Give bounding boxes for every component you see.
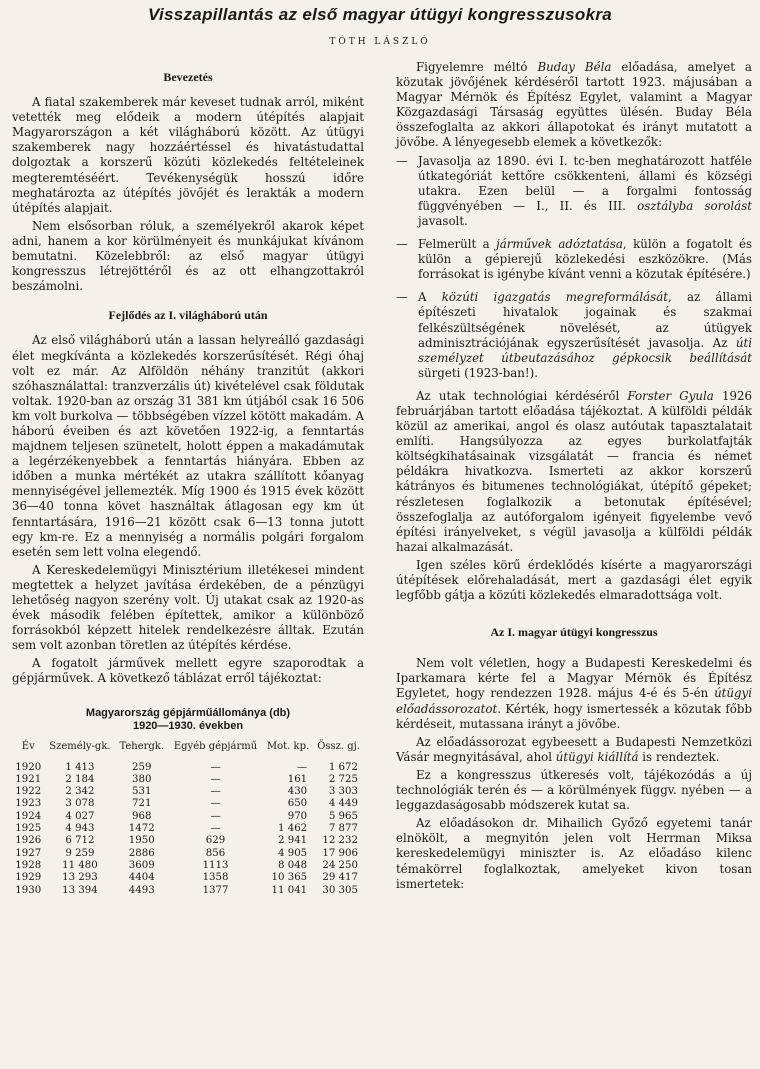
table-cell: 970	[287, 810, 308, 822]
table-cell: 4493	[128, 884, 155, 896]
table-cell: —	[210, 773, 221, 785]
table-header-cell: Egyéb gépjármű	[173, 740, 258, 752]
table-cell: 856	[205, 847, 226, 859]
table-cell: 13 293	[62, 872, 98, 884]
table-cell: 1 672	[328, 761, 358, 773]
paragraph: Igen széles körű érdeklődés kísérte a magyarországi útépítések előrehaladását, mert a gazdasági élet egyik legfőbb gátja a közúti közlekedés elmaradottsága volt.	[396, 557, 752, 603]
table-body	[12, 762, 364, 897]
table-cell: 531	[132, 786, 152, 798]
paragraph: A Kereskedelemügyi Minisztérium illetékesei mindent megtettek a helyzet javítása érdekében, de a pénzügyi lehetőség nagyon szerény volt. Új utakat csak az 1920-as évek második felében építettek, amikor a különböző forrásokból képzett hitelek rendelkezésre álltak. Ezután sem volt azonban töretlen az útépítés kérdése.	[12, 562, 364, 653]
table-cell: —	[210, 798, 221, 810]
table-row	[12, 835, 364, 847]
paragraph: Az utak technológiai kérdéséről Forster Gyula 1926 februárjában tartott előadása tájékoztat. A külföldi példák közül az amerikai, angol és olasz autóutak tapasztalatait említi. Hangsúlyozza az egyes burkolatfajták költségkihatásainak vizsgálatát — francia és német példákra hivatkozva. Ismerteti az akkor korszerű kátrányos és bitumenes technológiákat, útépítő gépeket; részletesen foglalkozik a betonutak építésével; összefoglalja az autóforgalom igényeit figyelembe vevő építési irányelveket, s végül javasolja a külföldi példák hazai alkalmazását.	[396, 388, 752, 554]
article-title: Visszapillantás az első magyar útügyi kongresszusokra	[147, 5, 613, 24]
table-cell: 1358	[202, 872, 229, 884]
table-cell: 9 259	[65, 847, 95, 859]
table-cell: 4 905	[278, 847, 308, 859]
table-row	[12, 823, 364, 835]
table-cell: 161	[287, 773, 308, 785]
table-row	[12, 872, 364, 884]
paragraph: Nem volt véletlen, hogy a Budapesti Kereskedelmi és Iparkamara kérte fel a Magyar Mérnök és Építész Egyletet, hogy rendezzen 1928. május 4-é és 5-én útügyi előadássorozatot. Kérték, hogy ismertessék a közutak főbb kérdéseit, mutassana irányt a jövőbe.	[396, 656, 752, 731]
section-heading-development: Fejlődés az I. világháború után	[108, 308, 268, 323]
proposal-list	[396, 154, 752, 381]
paragraph: Ez a kongresszus útkeresés volt, tájékozódás a új technológiák terén és — a körülmények függv. nyében — a leggazdaságosabb módszerek kutat sa.	[396, 767, 752, 813]
table-cell: 1926	[15, 835, 42, 847]
paragraph: Nem elsősorban róluk, a személyekről akarok képet adni, hanem a kor körülményeit és munkájukat kívánom bemutatni. Közelebbről: az első magyar útügyi kongresszus létrejöttéről és az ott elhangzottakról beszámolni.	[12, 218, 364, 294]
table-cell: 1922	[15, 786, 42, 798]
table-cell: 30 305	[322, 884, 358, 896]
table-cell: 1 462	[278, 823, 308, 835]
table-cell: 1472	[128, 823, 155, 835]
table-caption	[12, 707, 364, 733]
list-item: — A közúti igazgatás megreformálását, az állami építészeti hivatalok jogainak és szakmai felkészültségének növelését, az útügyek adminisztrációjának egyszerűsítését javasolja. Az úti személyzet útbeutazásához gépkocsik beállítását sürgeti (1923-ban!).	[396, 290, 752, 380]
table-cell: 650	[287, 798, 308, 810]
table-cell: 259	[132, 761, 152, 773]
table-cell: —	[210, 786, 221, 798]
paragraph: Figyelemre méltó Buday Béla előadása, amelyet a közutak jövőjének kérdéséről tartott 1923. májusában a Magyar Mérnök és Építész Egylet, valamint a Magyar Közgazdasági Társaság együttes ülésén. Buday Béla összefoglalta az akkori állapotokat és irányt mutatott a jövőbe. A lényegesebb elemek a következők:	[396, 60, 752, 150]
table-header-cell: Személy-gk.	[49, 740, 111, 752]
section-heading-intro: Bevezetés	[163, 70, 213, 84]
table-cell: 721	[132, 798, 152, 810]
table-header-cell: Tehergk.	[119, 740, 165, 752]
table-cell: 2 184	[65, 773, 95, 785]
vehicle-stock-table	[12, 741, 364, 897]
table-cell: 7 877	[328, 823, 358, 835]
table-cell: 3 078	[65, 798, 95, 810]
list-item: — Javasolja az 1890. évi I. tc-ben meghatározott hatféle útkategóriát kettőre csökkenteni, állami és községi utakra. Ezen belül — a forgalmi fontosság függvényében — I., II. és III. osztályba sorolást javasolt.	[396, 153, 752, 228]
table-header-cell: Év	[21, 740, 35, 752]
table-cell: 1927	[15, 847, 42, 859]
table-cell: 11 041	[271, 884, 308, 896]
table-cell: 1921	[15, 773, 42, 785]
table-cell: 968	[132, 810, 152, 822]
table-cell: 1950	[128, 835, 155, 847]
paragraph: A fiatal szakemberek már keveset tudnak arról, miként vetették meg elődeik a modern útépítés alapjait Magyarországon a két világháború között. Az útügyi szakemberek nagy hozzáértéssel és hivatástudattal dolgoztak a korszerű közúti közlekedés feltételeinek megteremtéséért. Tevékenységük hosszú időre meghatározta az útépítés jövőjét és lerakták a modern útépítés alapjait.	[12, 95, 364, 215]
table-cell: 10 365	[271, 872, 308, 884]
table-cell: 4 027	[65, 810, 95, 822]
table-cell: 24 250	[322, 859, 358, 871]
table-cell: 380	[132, 773, 152, 785]
table-cell: 2 725	[328, 773, 358, 785]
table-cell: 1113	[202, 859, 229, 871]
table-cell: 629	[205, 835, 226, 847]
table-header-cell: Össz. gj.	[317, 740, 360, 752]
table-cell: 1924	[15, 810, 42, 822]
table-cell: 4 943	[65, 823, 95, 835]
right-column	[396, 60, 752, 895]
table-header-row	[12, 741, 364, 762]
table-row	[12, 848, 364, 860]
table-cell: 1928	[15, 859, 42, 871]
table-title-line1: Magyarország gépjárműállománya (db)	[85, 706, 291, 719]
table-header-cell: Mot. kp.	[266, 740, 310, 752]
table-title-line2: 1920—1930. években	[132, 719, 244, 732]
table-cell: —	[210, 810, 221, 822]
table-row	[12, 885, 364, 897]
table-cell: 2886	[128, 847, 155, 859]
table-cell: 2 941	[278, 835, 308, 847]
table-cell: 5 965	[328, 810, 358, 822]
table-cell: 1 413	[65, 761, 95, 773]
table-cell: 4404	[128, 872, 155, 884]
table-cell: 13 394	[62, 884, 98, 896]
table-row	[12, 860, 364, 872]
table-cell: 2 342	[65, 786, 95, 798]
left-column	[12, 60, 364, 897]
table-cell: —	[296, 761, 308, 773]
list-item: — Felmerült a járművek adóztatása, külön a fogatolt és külön a gépierejű közlekedési eszközökre. (Más forrásokat is igénybe kívánt venni a közutak építésére.)	[396, 237, 752, 282]
paragraph: Az első világháború után a lassan helyreálló gazdasági élet megkívánta a közlekedés korszerűsítését. Régi óhaj volt ez már. Az Alföldön néhány tranzitút (akkori szóhasználattal: tranzverzális út) kivételével csak földutak voltak. 1920-ban az ország 31 381 km útjából csak 16 506 km volt burkolva — többségében vízzel kötött makadám. A háború éveiben és azt követően 1922-ig, a fenntartás majdnem teljesen szünetelt, holott éppen a makadámutak a legérzékenyebbek a fenntartás hiányára. Ebben az időben a munka mértékét az utakra szállított kőanyag mennyiségével jellemezték. Míg 1900 és 1915 évek között 36—40 tonna követ használtak átlagosan egy km út fenntartására, 1916—21 között csak 6—13 tonna jutott egy km-re. Ez a mennyiség a normális polgári forgalom esetén sem lett volna elegendő.	[12, 333, 364, 559]
section-heading-congress: Az I. magyar útügyi kongresszus	[490, 625, 658, 640]
table-cell: 3609	[128, 859, 155, 871]
table-row	[12, 774, 364, 786]
table-cell: 29 417	[322, 872, 358, 884]
paragraph: Az előadásokon dr. Mihailich Győző egyetemi tanár elnökölt, a megnyitón jelen volt Herrman Miksa kereskedelemügyi miniszter is. Az előadáso kilenc témakörrel foglalkoztak, amelyeket kivon tosan ismertetek:	[396, 816, 752, 891]
table-row	[12, 811, 364, 823]
table-cell: 6 712	[65, 835, 95, 847]
table-cell: 1923	[15, 798, 42, 810]
table-cell: 1377	[202, 884, 229, 896]
table-row	[12, 762, 364, 774]
paragraph: A fogatolt járművek mellett egyre szaporodtak a gépjárművek. A következő táblázat erről tájékoztat:	[12, 656, 364, 686]
table-cell: 17 906	[322, 847, 358, 859]
paragraph: Az előadássorozat egybeesett a Budapesti Nemzetközi Vásár megnyitásával, ahol útügyi kiállítá is rendeztek.	[396, 734, 752, 764]
article-author: TÓTH LÁSZLÓ	[329, 37, 431, 47]
table-row	[12, 798, 364, 810]
table-row	[12, 786, 364, 798]
table-cell: 11 480	[62, 859, 98, 871]
table-cell: 1920	[15, 761, 42, 773]
table-cell: 4 449	[328, 798, 358, 810]
table-cell: 430	[287, 786, 308, 798]
table-cell: —	[210, 823, 221, 835]
table-cell: 1930	[15, 884, 42, 896]
table-cell: 8 048	[278, 859, 308, 871]
table-cell: 1925	[15, 823, 42, 835]
table-cell: 3 303	[328, 786, 358, 798]
table-cell: 12 232	[322, 835, 358, 847]
table-cell: —	[210, 761, 221, 773]
table-cell: 1929	[15, 872, 42, 884]
